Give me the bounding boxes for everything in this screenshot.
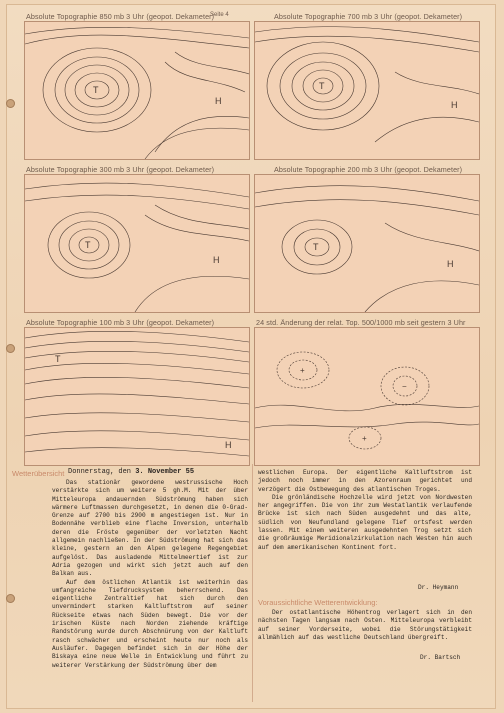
overview-label: Wetterübersicht xyxy=(12,469,65,478)
map-200mb[interactable] xyxy=(254,174,480,313)
map-title-850: Absolute Topographie 850 mb 3 Uhr (geopot. Dekameter) xyxy=(26,12,215,21)
date-prefix: Donnerstag, den xyxy=(68,468,132,476)
contour-lines xyxy=(255,175,479,312)
svg-text:+: + xyxy=(300,366,305,375)
svg-text:T: T xyxy=(85,240,91,250)
svg-text:H: H xyxy=(447,259,454,269)
map-title-300: Absolute Topographie 300 mb 3 Uhr (geopot. Dekameter) xyxy=(26,165,215,174)
map-100mb[interactable] xyxy=(24,327,250,466)
page-number: Seite 4 xyxy=(210,12,229,18)
overview-text-right xyxy=(258,469,472,552)
map-title-700: Absolute Topographie 700 mb 3 Uhr (geopot. Dekameter) xyxy=(274,12,463,21)
svg-text:−: − xyxy=(402,382,407,391)
svg-text:T: T xyxy=(55,354,61,364)
map-title-200: Absolute Topographie 200 mb 3 Uhr (geopot. Dekameter) xyxy=(274,165,463,174)
map-24h-change[interactable] xyxy=(254,327,480,466)
overview-text-left xyxy=(52,479,248,670)
paragraph: Der ostatlantische Höhentrog verlagert sich in den nächsten Tagen langsam nach Osten. Mitteleuropa verbleibt auf seiner Vorderseite, wobei die Störungstätigkeit allmählich auf das westliche Deutschland übergreift. xyxy=(258,609,472,641)
column-divider xyxy=(252,464,253,702)
svg-text:H: H xyxy=(451,100,458,110)
map-title-100: Absolute Topographie 100 mb 3 Uhr (geopot. Dekameter) xyxy=(26,318,215,327)
forecast-text xyxy=(258,609,472,642)
svg-text:T: T xyxy=(313,242,319,252)
signature-forecast: Dr. Bartsch xyxy=(420,654,461,661)
contour-lines xyxy=(25,22,249,159)
svg-text:H: H xyxy=(213,255,220,265)
punch-hole xyxy=(6,594,15,603)
signature-overview: Dr. Heymann xyxy=(418,584,459,591)
map-850mb[interactable] xyxy=(24,21,250,160)
punch-hole xyxy=(6,99,15,108)
forecast-label: Voraussichtliche Wetterentwicklung: xyxy=(258,598,378,607)
map-title-change: 24 std. Änderung der relat. Top. 500/1000 mb seit gestern 3 Uhr xyxy=(256,318,466,327)
paragraph: westlichen Europa. Der eigentliche Kaltluftstrom ist jedoch noch immer in den Azorenraum gerichtet und verzögert die Ostbewegung des atlantischen Troges. xyxy=(258,469,472,493)
date-value: 3. November 55 xyxy=(135,468,195,476)
contour-lines xyxy=(25,175,249,312)
svg-text:T: T xyxy=(93,85,99,95)
overview-date xyxy=(68,468,194,476)
svg-text:H: H xyxy=(215,96,222,106)
svg-text:T: T xyxy=(319,81,325,91)
map-700mb[interactable] xyxy=(254,21,480,160)
svg-text:+: + xyxy=(362,434,367,443)
map-300mb[interactable] xyxy=(24,174,250,313)
contour-lines xyxy=(255,328,479,465)
contour-lines xyxy=(255,22,479,159)
paragraph: Auf dem östlichen Atlantik ist weiterhin das umfangreiche Tiefdrucksystem beherrschend. Das eigentliche Zentraltief hat sich durch den unvermindert starken Kaltluftstrom auf seiner Rückseite etwas nach Süden bewegt. Die vor der irischen Küste nach Norden ziehende kräftige Randstörung wurde durch Abschnürung von der Kaltluft rasch schwächer und erscheint heute nur noch als Ausläufer. Dagegen befindet sich in der Höhe der Biskaya eine neue Welle in Entwicklung und führt zu weiterer Verstärkung der Südströmung über dem xyxy=(52,578,248,669)
paragraph: Das stationär gewordene westrussische Hoch verstärkte sich um weitere 5 gh.M. Mit der über Mitteleuropa andauernden Südströmung haben sich wärmere Luftmassen durchgesetzt, in denen die 0-Grad-Grenze auf 2700 bis 2900 m angestiegen ist. Nur in Bodennähe verblieb eine flache Inversion, unterhalb deren die Fröste gegenüber der vorletzten Nacht allgemein nachließen. In der Südströmung hat sich das kleine, gestern an den Alpen gelegene Regengebiet aufgelöst. Das ausladende Mittelmeertief ist zur Adria gezogen und wirkt sich jetzt auch auf den Balkan aus. xyxy=(52,479,248,578)
paragraph: Die grönländische Hochzelle wird jetzt von Nordwesten her angegriffen. Die von ihr zum Westatlantik verlaufende Brücke ist sich nach Süden ausgedehnt und das alte, südlich von Neufundland gelegene Tief ortsfest werden lassen. Mit einem weiteren ausgedehnten Trog setzt sich die großräumige Meridionalzirkulation nach Westen hin auch auf dem amerikanischen Kontinent fort. xyxy=(258,493,472,551)
contour-lines xyxy=(25,328,249,465)
svg-text:H: H xyxy=(225,440,232,450)
punch-hole xyxy=(6,344,15,353)
weather-map-sheet xyxy=(6,4,496,709)
